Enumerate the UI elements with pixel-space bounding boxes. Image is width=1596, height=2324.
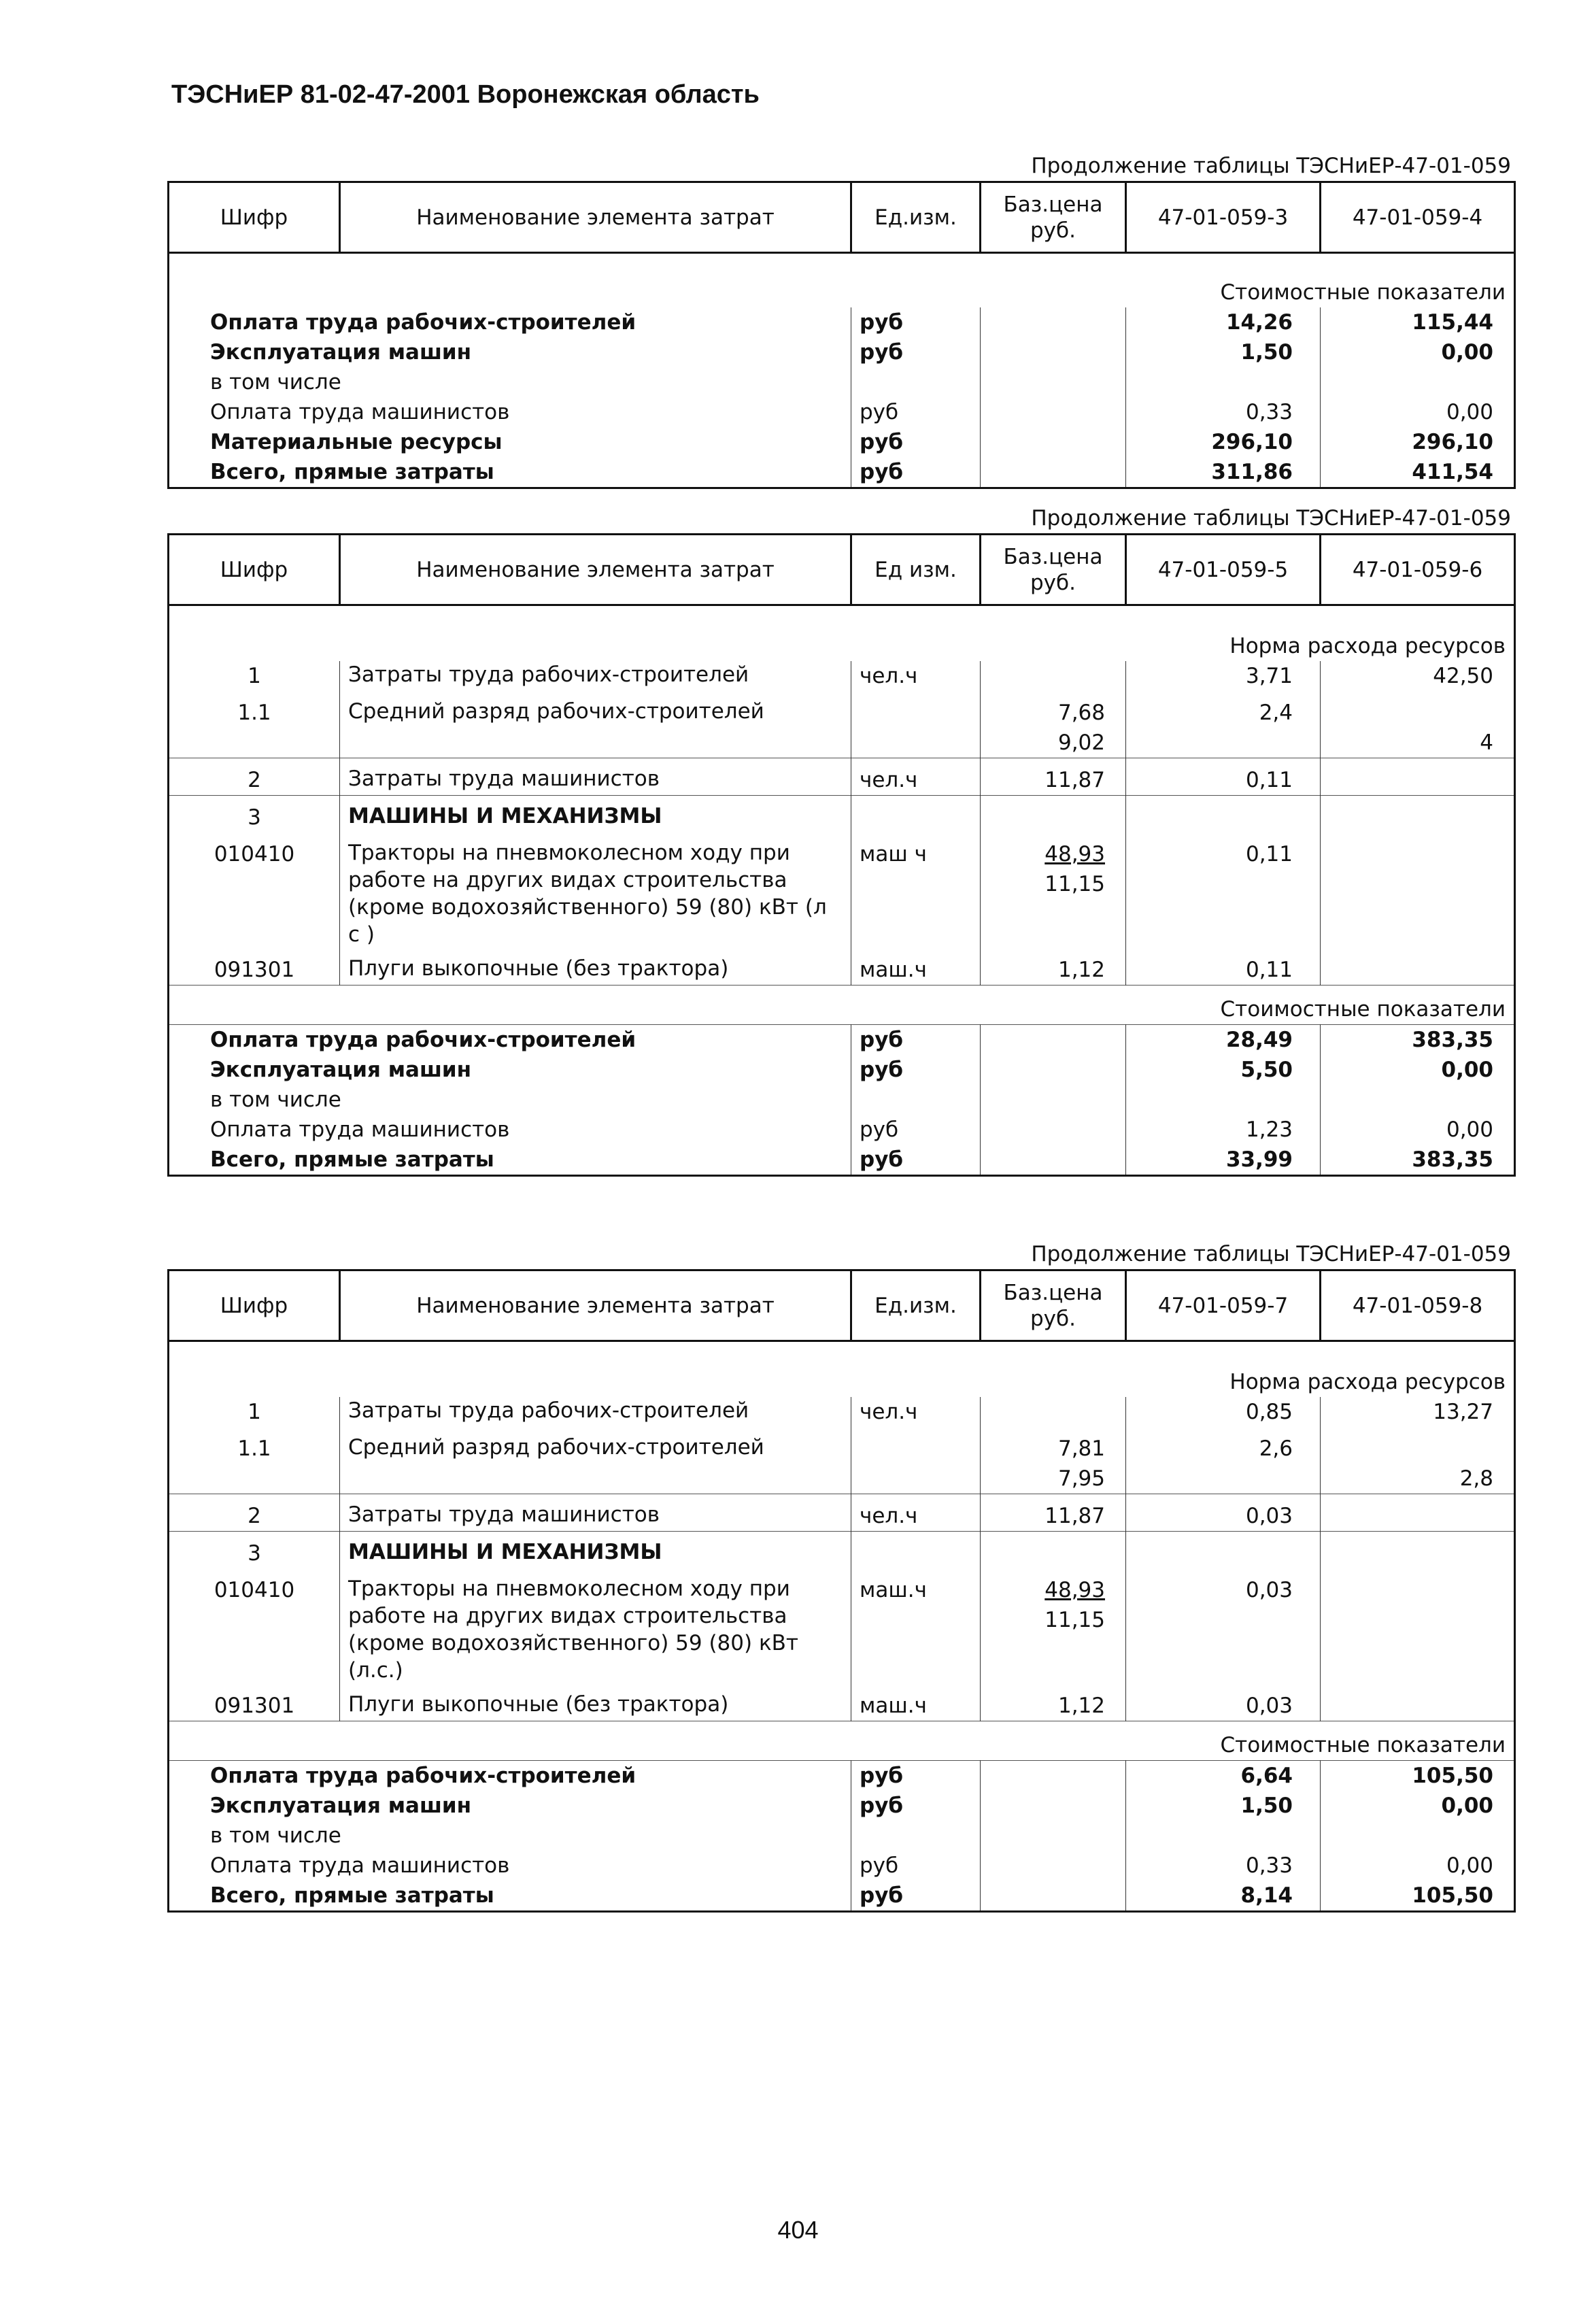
table-block-2 xyxy=(167,503,1514,1177)
price-value: 11,15 xyxy=(1045,1607,1105,1632)
row-code: 1 xyxy=(169,1397,340,1427)
table-row xyxy=(169,1791,1515,1821)
row-unit: чел.ч xyxy=(851,1397,981,1427)
row-price xyxy=(981,832,1126,948)
table-row xyxy=(169,1821,1515,1851)
row-price: 1,12 xyxy=(981,948,1126,986)
cost-value-b: 0,00 xyxy=(1441,1793,1493,1818)
row-value-a: 3,71 xyxy=(1126,661,1321,691)
row-code: 3 xyxy=(169,1531,340,1568)
row-name: Средний разряд рабочих-строителей xyxy=(340,1427,851,1464)
cost-operators-label: Оплата труда машинистов xyxy=(169,397,851,427)
cost-value-b xyxy=(1321,367,1515,397)
table-row xyxy=(169,367,1515,397)
row-unit: маш.ч xyxy=(851,1568,981,1684)
cost-including-label: в том числе xyxy=(169,1821,851,1851)
table-row xyxy=(169,1881,1515,1912)
row-unit xyxy=(851,1531,981,1568)
cost-machines-label: Эксплуатация машин xyxy=(169,337,851,367)
table-row xyxy=(169,1055,1515,1085)
header-col-b: 47-01-059-8 xyxy=(1321,1270,1515,1341)
row-price: 9,02 xyxy=(981,728,1126,758)
row-name: Затраты труда машинистов xyxy=(340,1494,851,1531)
price-value: 48,93 xyxy=(1045,1577,1105,1602)
table-row xyxy=(169,1397,1515,1427)
cost-value-b: 0,00 xyxy=(1446,1853,1493,1878)
row-price xyxy=(981,1568,1126,1684)
row-price: 7,68 xyxy=(981,691,1126,728)
cost-price xyxy=(981,397,1126,427)
row-name xyxy=(340,1464,851,1494)
cost-value-b xyxy=(1321,1085,1515,1115)
row-unit: маш.ч xyxy=(851,948,981,986)
table-row xyxy=(169,1464,1515,1494)
row-code: 2 xyxy=(169,758,340,795)
cost-value-b: 0,00 xyxy=(1446,399,1493,424)
header-code: Шифр xyxy=(169,535,340,605)
table-row xyxy=(169,1760,1515,1791)
cost-unit: руб xyxy=(851,1760,981,1791)
header-name: Наименование элемента затрат xyxy=(340,182,851,253)
cost-labor-label: Оплата труда рабочих-строителей xyxy=(169,307,851,337)
row-value-a: 0,03 xyxy=(1126,1684,1321,1721)
row-name: Средний разряд рабочих-строителей xyxy=(340,691,851,728)
cost-value-a xyxy=(1126,1821,1321,1851)
cost-price xyxy=(981,1791,1126,1821)
header-base-price: Баз.цена руб. xyxy=(981,1270,1126,1341)
table-row xyxy=(169,691,1515,728)
cost-unit: руб xyxy=(851,1791,981,1821)
cost-value-a: 311,86 xyxy=(1126,457,1321,488)
row-value-a xyxy=(1126,1531,1321,1568)
page-number: 404 xyxy=(777,2216,819,2244)
cost-value-a: 14,26 xyxy=(1126,307,1321,337)
cost-price xyxy=(981,1055,1126,1085)
cost-value-a: 28,49 xyxy=(1126,1024,1321,1055)
row-price: 1,12 xyxy=(981,1684,1126,1721)
cost-value-b xyxy=(1321,1821,1515,1851)
price-value: 48,93 xyxy=(1045,841,1105,866)
section-row xyxy=(169,1341,1515,1397)
header-base-price: Баз.цена руб. xyxy=(981,535,1126,605)
table-header-row xyxy=(169,535,1515,605)
cost-price xyxy=(981,457,1126,488)
cost-total-label: Всего, прямые затраты xyxy=(169,1145,851,1176)
cost-price xyxy=(981,1024,1126,1055)
row-value-b: 2,8 xyxy=(1459,1466,1493,1491)
row-value-a: 0,03 xyxy=(1126,1494,1321,1531)
cost-unit xyxy=(851,367,981,397)
cost-price xyxy=(981,1851,1126,1881)
section-norm-label: Норма расхода ресурсов xyxy=(169,1341,1515,1397)
row-price: 7,81 xyxy=(981,1427,1126,1464)
cost-value-b: 105,50 xyxy=(1321,1881,1515,1912)
cost-price xyxy=(981,1760,1126,1791)
cost-unit: руб xyxy=(851,457,981,488)
cost-price xyxy=(981,337,1126,367)
row-unit xyxy=(851,691,981,728)
row-code: 1.1 xyxy=(169,1427,340,1464)
section-cost-label: Стоимостные показатели xyxy=(169,1721,1515,1760)
row-name: Плуги выкопочные (без трактора) xyxy=(340,1684,851,1721)
table-row xyxy=(169,728,1515,758)
table-header-row xyxy=(169,1270,1515,1341)
row-name: МАШИНЫ И МЕХАНИЗМЫ xyxy=(340,795,851,832)
row-value-b: 42,50 xyxy=(1433,663,1493,688)
cost-value-a: 8,14 xyxy=(1126,1881,1321,1912)
row-name: Затраты труда рабочих-строителей xyxy=(340,1397,851,1427)
cost-unit: руб xyxy=(851,1055,981,1085)
row-value-a: 0,85 xyxy=(1126,1397,1321,1427)
row-value-b xyxy=(1321,758,1515,795)
row-value-a: 0,03 xyxy=(1126,1568,1321,1684)
header-col-a: 47-01-059-3 xyxy=(1126,182,1321,253)
price-value: 11,15 xyxy=(1045,871,1105,896)
cost-total-label: Всего, прямые затраты xyxy=(169,1881,851,1912)
cost-unit: руб xyxy=(851,397,981,427)
cost-value-a xyxy=(1126,1085,1321,1115)
row-price: 11,87 xyxy=(981,1494,1126,1531)
table-row xyxy=(169,948,1515,986)
cost-value-b: 0,00 xyxy=(1441,339,1493,365)
row-name: Тракторы на пневмоколесном ходу при работе на других видах строительства (кроме водохозяйственного) 59 (80) кВт (л.с.) xyxy=(340,1568,851,1684)
row-price xyxy=(981,1397,1126,1427)
row-price xyxy=(981,661,1126,691)
table-row xyxy=(169,1427,1515,1464)
table-row xyxy=(169,758,1515,795)
cost-price xyxy=(981,1145,1126,1176)
table-row xyxy=(169,1024,1515,1055)
cost-value-b: 296,10 xyxy=(1412,429,1493,454)
row-value-b xyxy=(1321,1427,1515,1464)
table-row xyxy=(169,832,1515,948)
cost-value-b: 0,00 xyxy=(1441,1057,1493,1082)
table-block-1 xyxy=(167,151,1514,489)
header-code: Шифр xyxy=(169,1270,340,1341)
header-unit: Ед.изм. xyxy=(851,1270,981,1341)
header-name: Наименование элемента затрат xyxy=(340,535,851,605)
table-row xyxy=(169,661,1515,691)
table-row xyxy=(169,1494,1515,1531)
row-value-b xyxy=(1321,795,1515,832)
cost-including-label: в том числе xyxy=(169,367,851,397)
header-name: Наименование элемента затрат xyxy=(340,1270,851,1341)
section-cost-label: Стоимостные показатели xyxy=(169,985,1515,1024)
cost-price xyxy=(981,1821,1126,1851)
cost-price xyxy=(981,1115,1126,1145)
table-row xyxy=(169,1851,1515,1881)
cost-operators-label: Оплата труда машинистов xyxy=(169,1851,851,1881)
row-code xyxy=(169,728,340,758)
cost-unit: руб xyxy=(851,1024,981,1055)
header-col-b: 47-01-059-6 xyxy=(1321,535,1515,605)
cost-value-a: 33,99 xyxy=(1126,1145,1321,1176)
cost-labor-label: Оплата труда рабочих-строителей xyxy=(169,1760,851,1791)
header-unit: Ед.изм. xyxy=(851,182,981,253)
row-value-a: 2,4 xyxy=(1126,691,1321,728)
cost-unit: руб xyxy=(851,1881,981,1912)
row-unit: маш ч xyxy=(851,832,981,948)
row-unit: чел.ч xyxy=(851,1494,981,1531)
table-row xyxy=(169,1684,1515,1721)
section-row xyxy=(169,253,1515,307)
cost-price xyxy=(981,367,1126,397)
cost-machines-label: Эксплуатация машин xyxy=(169,1791,851,1821)
norms-table-3 xyxy=(167,1269,1516,1913)
cost-value-a xyxy=(1126,367,1321,397)
cost-value-b: 383,35 xyxy=(1321,1145,1515,1176)
row-value-b xyxy=(1321,1684,1515,1721)
row-name: МАШИНЫ И МЕХАНИЗМЫ xyxy=(340,1531,851,1568)
cost-value-b: 105,50 xyxy=(1321,1760,1515,1791)
cost-value-a: 1,50 xyxy=(1126,337,1321,367)
row-unit xyxy=(851,1464,981,1494)
cost-value-a: 6,64 xyxy=(1126,1760,1321,1791)
section-norm-label: Норма расхода ресурсов xyxy=(169,605,1515,661)
cost-unit: руб xyxy=(851,337,981,367)
row-name xyxy=(340,728,851,758)
row-value-b: 4 xyxy=(1480,730,1493,755)
cost-machines-label: Эксплуатация машин xyxy=(169,1055,851,1085)
header-col-a: 47-01-059-7 xyxy=(1126,1270,1321,1341)
table-row xyxy=(169,1568,1515,1684)
table-caption: Продолжение таблицы ТЭСНиЕР-47-01-059 xyxy=(1031,154,1511,178)
table-block-3 xyxy=(167,1239,1514,1913)
cost-operators-label: Оплата труда машинистов xyxy=(169,1115,851,1145)
cost-value-b: 383,35 xyxy=(1321,1024,1515,1055)
row-name: Затраты труда машинистов xyxy=(340,758,851,795)
header-col-a: 47-01-059-5 xyxy=(1126,535,1321,605)
cost-value-a: 1,23 xyxy=(1126,1115,1321,1145)
table-row xyxy=(169,1085,1515,1115)
row-code: 1.1 xyxy=(169,691,340,728)
cost-value-a: 5,50 xyxy=(1126,1055,1321,1085)
cost-value-a: 0,33 xyxy=(1126,397,1321,427)
cost-value-b: 115,44 xyxy=(1412,309,1493,335)
cost-value-b: 0,00 xyxy=(1446,1117,1493,1142)
row-price: 7,95 xyxy=(981,1464,1126,1494)
row-value-b: 13,27 xyxy=(1433,1399,1493,1424)
cost-unit: руб xyxy=(851,1115,981,1145)
section-row xyxy=(169,605,1515,661)
cost-value-b: 411,54 xyxy=(1321,457,1515,488)
cost-value-a: 296,10 xyxy=(1126,427,1321,457)
table-row xyxy=(169,397,1515,427)
row-value-b xyxy=(1321,832,1515,948)
row-value-a: 0,11 xyxy=(1126,832,1321,948)
table-row xyxy=(169,1531,1515,1568)
row-price xyxy=(981,1531,1126,1568)
cost-including-label: в том числе xyxy=(169,1085,851,1115)
row-value-b xyxy=(1321,1494,1515,1531)
row-unit xyxy=(851,728,981,758)
row-code: 091301 xyxy=(169,948,340,986)
cost-price xyxy=(981,1881,1126,1912)
row-value-a: 0,11 xyxy=(1126,948,1321,986)
cost-total-label: Всего, прямые затраты xyxy=(169,457,851,488)
row-unit xyxy=(851,795,981,832)
table-row xyxy=(169,427,1515,457)
table-row xyxy=(169,307,1515,337)
cost-price xyxy=(981,307,1126,337)
row-code: 010410 xyxy=(169,832,340,948)
row-name: Тракторы на пневмоколесном ходу при работе на других видах строительства (кроме водохозяйственного) 59 (80) кВт (л с ) xyxy=(340,832,851,948)
header-unit: Ед изм. xyxy=(851,535,981,605)
cost-price xyxy=(981,1085,1126,1115)
row-code: 3 xyxy=(169,795,340,832)
table-row xyxy=(169,457,1515,488)
row-code: 010410 xyxy=(169,1568,340,1684)
row-price: 11,87 xyxy=(981,758,1126,795)
row-value-b xyxy=(1321,1568,1515,1684)
row-value-b xyxy=(1321,691,1515,728)
row-value-a xyxy=(1126,1464,1321,1494)
cost-unit xyxy=(851,1085,981,1115)
cost-unit: руб xyxy=(851,427,981,457)
row-value-b xyxy=(1321,948,1515,986)
row-unit: маш.ч xyxy=(851,1684,981,1721)
table-row xyxy=(169,1145,1515,1176)
cost-value-a: 0,33 xyxy=(1126,1851,1321,1881)
cost-unit xyxy=(851,1821,981,1851)
cost-unit: руб xyxy=(851,307,981,337)
norms-table-2 xyxy=(167,533,1516,1177)
row-value-a: 0,11 xyxy=(1126,758,1321,795)
row-value-a xyxy=(1126,728,1321,758)
table-row xyxy=(169,1115,1515,1145)
row-code xyxy=(169,1464,340,1494)
table-caption: Продолжение таблицы ТЭСНиЕР-47-01-059 xyxy=(1031,1242,1511,1266)
row-code: 1 xyxy=(169,661,340,691)
cost-materials-label: Материальные ресурсы xyxy=(169,427,851,457)
table-caption: Продолжение таблицы ТЭСНиЕР-47-01-059 xyxy=(1031,506,1511,531)
document-title: ТЭСНиЕР 81-02-47-2001 Воронежская область xyxy=(171,80,760,109)
section-row xyxy=(169,985,1515,1024)
row-name: Затраты труда рабочих-строителей xyxy=(340,661,851,691)
row-code: 091301 xyxy=(169,1684,340,1721)
cost-value-a: 1,50 xyxy=(1126,1791,1321,1821)
section-row xyxy=(169,1721,1515,1760)
row-unit xyxy=(851,1427,981,1464)
header-col-b: 47-01-059-4 xyxy=(1321,182,1515,253)
cost-unit: руб xyxy=(851,1851,981,1881)
row-value-b xyxy=(1321,1531,1515,1568)
row-unit: чел.ч xyxy=(851,758,981,795)
norms-table-1 xyxy=(167,181,1516,489)
header-base-price: Баз.цена руб. xyxy=(981,182,1126,253)
header-code: Шифр xyxy=(169,182,340,253)
cost-price xyxy=(981,427,1126,457)
table-row xyxy=(169,337,1515,367)
table-header-row xyxy=(169,182,1515,253)
row-value-a xyxy=(1126,795,1321,832)
row-unit: чел.ч xyxy=(851,661,981,691)
cost-labor-label: Оплата труда рабочих-строителей xyxy=(169,1024,851,1055)
row-name: Плуги выкопочные (без трактора) xyxy=(340,948,851,986)
section-cost-label: Стоимостные показатели xyxy=(169,253,1515,307)
table-row xyxy=(169,795,1515,832)
row-code: 2 xyxy=(169,1494,340,1531)
row-price xyxy=(981,795,1126,832)
cost-unit: руб xyxy=(851,1145,981,1176)
row-value-a: 2,6 xyxy=(1126,1427,1321,1464)
